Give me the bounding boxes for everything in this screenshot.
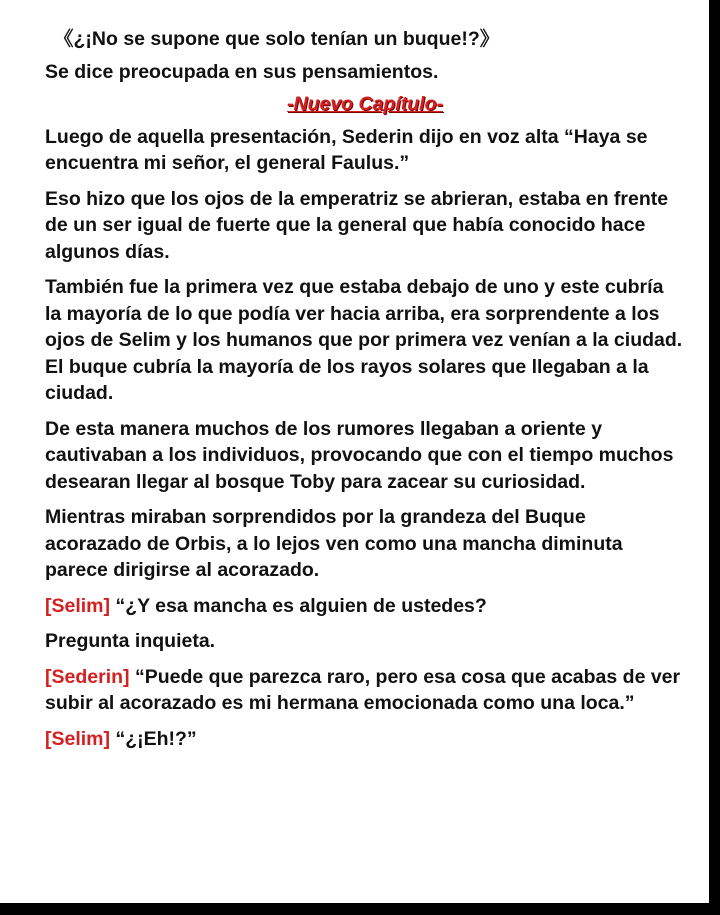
dialogue-text: “¿Y esa mancha es alguien de ustedes? xyxy=(115,594,487,617)
dialogue-line xyxy=(45,593,685,620)
dialogue-line xyxy=(45,726,685,753)
speaker-label: [Selim] xyxy=(45,727,111,750)
dialogue-text: “Puede que parezca raro, pero esa cosa que acabas de ver subir al acorazado es mi hermana emocionada como una loca.” xyxy=(45,665,681,714)
narration-paragraph: Eso hizo que los ojos de la emperatriz se abrieran, estaba en frente de un ser igual de fuerte que la general que había conocido hace algunos días. xyxy=(45,187,669,263)
narration-paragraph: De esta manera muchos de los rumores llegaban a oriente y cautivaban a los individuos, provocando que con el tiempo muchos desearan llegar al bosque Toby para zacear su curiosidad. xyxy=(45,417,674,493)
dialogue-text: “¿¡Eh!?” xyxy=(115,727,197,750)
document-body xyxy=(45,26,685,761)
narration-paragraph: Luego de aquella presentación, Sederin dijo en voz alta “Haya se encuentra mi señor, el general Faulus.” xyxy=(45,125,648,174)
chapter-heading: -Nuevo Capítulo- xyxy=(287,93,443,115)
speaker-label: [Selim] xyxy=(45,594,111,617)
dialogue-line xyxy=(45,664,685,717)
thought-line: 《¿¡No se supone que solo tenían un buque!?》 xyxy=(54,28,500,50)
speaker-label: [Sederin] xyxy=(45,665,130,688)
narration-paragraph: Se dice preocupada en sus pensamientos. xyxy=(45,60,439,83)
narration-paragraph: También fue la primera vez que estaba debajo de uno y este cubría la mayoría de lo que podía ver hacia arriba, era sorprendente a los ojos de Selim y los humanos que por primera vez venían a la ciudad. El buque cubría la mayoría de los rayos solares que llegaban a la ciudad. xyxy=(45,276,683,404)
narration-paragraph: Mientras miraban sorprendidos por la grandeza del Buque acorazado de Orbis, a lo lejos ven como una mancha diminuta parece dirigirse al acorazado. xyxy=(45,506,623,581)
narration-paragraph: Pregunta inquieta. xyxy=(45,630,216,652)
